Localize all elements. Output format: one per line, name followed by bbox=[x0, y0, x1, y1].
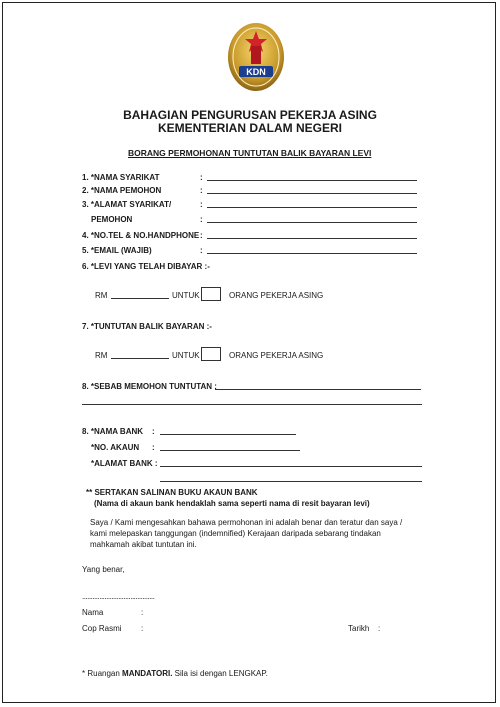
mandatory-word: MANDATORI. bbox=[122, 669, 173, 678]
signature-line[interactable]: .......................................... bbox=[82, 592, 155, 601]
refund-worker-label: ORANG PEKERJA ASING bbox=[229, 351, 324, 360]
refund-untuk-label: UNTUK bbox=[172, 351, 200, 360]
colon: : bbox=[152, 427, 155, 436]
declaration-line-3: mahkamah akibat tuntutan ini. bbox=[90, 540, 197, 549]
reason-input-2[interactable] bbox=[82, 404, 422, 405]
bank-address-input-2[interactable] bbox=[160, 481, 422, 482]
reason-label: 8. *SEBAB MEMOHON TUNTUTAN : bbox=[82, 382, 217, 391]
colon: : bbox=[200, 246, 203, 255]
phone-input[interactable] bbox=[207, 238, 417, 239]
yang-benar: Yang benar, bbox=[82, 565, 125, 574]
levy-worker-label: ORANG PEKERJA ASING bbox=[229, 291, 324, 300]
form-title: BORANG PERMOHONAN TUNTUTAN BALIK BAYARAN LEVI bbox=[128, 148, 372, 158]
bank-address-input-1[interactable] bbox=[160, 466, 422, 467]
bank-name-input[interactable] bbox=[160, 434, 296, 435]
address-input-1[interactable] bbox=[207, 207, 417, 208]
levy-amount-input[interactable] bbox=[111, 298, 169, 299]
svg-text:KDN: KDN bbox=[246, 67, 266, 77]
colon: : bbox=[152, 443, 155, 452]
applicant-name-input[interactable] bbox=[207, 193, 417, 194]
colon: : bbox=[141, 608, 144, 617]
declaration-line-1: Saya / Kami mengesahkan bahawa permohonan ini adalah benar dan teratur dan saya / bbox=[90, 518, 403, 527]
refund-amount-input[interactable] bbox=[111, 358, 169, 359]
colon: : bbox=[200, 173, 203, 182]
department-name: BAHAGIAN PENGURUSAN PEKERJA ASING bbox=[123, 108, 377, 122]
bank-address-label: *ALAMAT BANK : bbox=[91, 459, 158, 468]
refund-rm-label: RM bbox=[95, 351, 108, 360]
mandatory-suffix: Sila isi dengan LENGKAP. bbox=[174, 669, 268, 678]
colon: : bbox=[378, 624, 381, 633]
attach-note: ** SERTAKAN SALINAN BUKU AKAUN BANK bbox=[86, 488, 258, 497]
field-applicant-name-label: 2. *NAMA PEMOHON bbox=[82, 186, 162, 195]
cop-rasmi-label: Cop Rasmi bbox=[82, 624, 122, 633]
company-name-input[interactable] bbox=[207, 180, 417, 181]
ministry-name: KEMENTERIAN DALAM NEGERI bbox=[157, 121, 342, 135]
mandatory-note bbox=[82, 669, 268, 678]
address-input-2[interactable] bbox=[207, 222, 417, 223]
nama-label: Nama bbox=[82, 608, 104, 617]
colon: : bbox=[200, 231, 203, 240]
account-number-input[interactable] bbox=[160, 450, 300, 451]
tarikh-label: Tarikh bbox=[348, 624, 370, 633]
account-number-label: *NO. AKAUN bbox=[91, 443, 140, 452]
colon: : bbox=[200, 186, 203, 195]
field-address-label: 3. *ALAMAT SYARIKAT/ bbox=[82, 200, 172, 209]
levy-worker-count-box[interactable] bbox=[201, 287, 221, 301]
field-company-name-label: 1. *NAMA SYARIKAT bbox=[82, 173, 160, 182]
email-input[interactable] bbox=[207, 253, 417, 254]
field-levy-paid-label: 6. *LEVI YANG TELAH DIBAYAR :- bbox=[82, 262, 210, 271]
levy-untuk-label: UNTUK bbox=[172, 291, 200, 300]
colon: : bbox=[200, 200, 203, 209]
refund-label: 7. *TUNTUTAN BALIK BAYARAN :- bbox=[82, 322, 212, 331]
colon: : bbox=[200, 215, 203, 224]
colon: : bbox=[141, 624, 144, 633]
refund-worker-count-box[interactable] bbox=[201, 347, 221, 361]
attach-note-sub: (Nama di akaun bank hendaklah sama seperti nama di resit bayaran levi) bbox=[94, 499, 370, 508]
kdn-logo-icon bbox=[227, 22, 285, 92]
levy-rm-label: RM bbox=[95, 291, 108, 300]
field-email-label: 5. *EMAIL (WAJIB) bbox=[82, 246, 152, 255]
reason-input-1[interactable] bbox=[215, 389, 421, 390]
field-address-label-cont: PEMOHON bbox=[91, 215, 133, 224]
mandatory-prefix: * Ruangan bbox=[82, 669, 120, 678]
declaration-line-2: kami melepaskan tanggungan (indemnified) Kerajaan daripada sebarang tindakan bbox=[90, 529, 381, 538]
bank-name-label: 8. *NAMA BANK bbox=[82, 427, 144, 436]
field-phone-label: 4. *NO.TEL & NO.HANDPHONE bbox=[82, 231, 200, 240]
